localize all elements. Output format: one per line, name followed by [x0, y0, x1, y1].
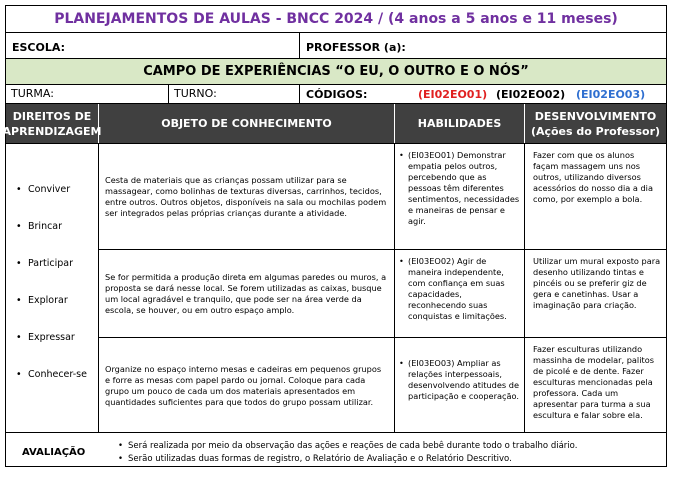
- direitos-column: [6, 144, 99, 432]
- school-field: ESCOLA:: [6, 33, 300, 58]
- table-body: [6, 144, 666, 433]
- habilidade-cell: • (EI03EO02) Agir de maneira independente, com confiança em suas capacidades, reconhecendo suas conquistas e limitações.: [395, 250, 525, 337]
- table-header: [2, 104, 666, 144]
- desenvolvimento-cell: Utilizar um mural exposto para desenho utilizando tintas e pincéis ou se preferir giz de gera e canetinhas. Usar a imaginação para criação.: [533, 256, 661, 310]
- teacher-field: PROFESSOR (a):: [306, 41, 406, 54]
- code-2: (EI02EO02): [496, 88, 566, 101]
- evaluation-item: • Serão utilizadas duas formas de registro, o Relatório de Avaliação e o Relatório Descritivo.: [118, 454, 512, 464]
- codes-field: [300, 85, 666, 103]
- evaluation-list: [118, 441, 577, 467]
- desenvolvimento-cell: Fazer com que os alunos façam massagem uns nos outros, utilizando diversos acessórios do nosso dia a dia como, por exemplo a bola.: [533, 150, 653, 204]
- direito-item: • Participar: [16, 258, 74, 269]
- class-row: [6, 85, 666, 104]
- document-title: PLANEJAMENTOS DE AULAS - BNCC 2024 / (4 anos a 5 anos e 11 meses): [6, 6, 666, 33]
- code-3: (EI02EO03): [576, 88, 646, 101]
- habilidade-cell: • (EI03EO03) Ampliar as relações interpessoais, desenvolvendo atitudes de participação e cooperação.: [395, 338, 525, 433]
- evaluation-label: AVALIAÇÃO: [22, 447, 86, 458]
- table-row: [99, 144, 666, 250]
- table-row: [99, 250, 666, 338]
- shift-field: TURNO:: [169, 85, 300, 103]
- school-row: [6, 33, 666, 59]
- table-row: [99, 338, 666, 433]
- class-field: TURMA:: [6, 85, 169, 103]
- evaluation-item: • Será realizada por meio da observação das ações e reações de cada bebê durante todo o trabalho diário.: [118, 441, 578, 451]
- direito-item: • Brincar: [16, 221, 63, 232]
- objeto-cell: Cesta de materiais que as crianças possam utilizar para se massagear, como bolinhas de texturas diversas, carrinhos, tecidos, entre outros. Outros objetos, disponíveis na sala ou mochilas podem ser integrados pelas próprias crianças durante a atividade.: [99, 144, 395, 249]
- code-1: (EI02EO01): [418, 88, 488, 101]
- evaluation-section: [6, 433, 666, 466]
- direito-item: • Conhecer-se: [16, 369, 87, 380]
- experience-field-title: CAMPO DE EXPERIÊNCIAS “O EU, O OUTRO E O NÓS”: [6, 59, 666, 85]
- codes-label: CÓDIGOS:: [306, 88, 368, 101]
- direito-item: • Explorar: [16, 295, 68, 306]
- direitos-list: [16, 184, 87, 406]
- desenvolvimento-cell: Fazer esculturas utilizando massinha de modelar, palitos de picolé e de dente. Fazer esculturas mencionadas pela professora. Cada um apresentar para turma a sua escultura e falar sobre ela.: [533, 344, 654, 420]
- direito-item: • Conviver: [16, 184, 71, 195]
- direito-item: • Expressar: [16, 332, 75, 343]
- header-direitos: DIREITOS DE APRENDIZAGEM: [6, 104, 99, 143]
- lesson-plan-document: [2, 5, 667, 467]
- header-objeto: OBJETO DE CONHECIMENTO: [99, 104, 395, 143]
- habilidade-cell: • (EI03EO01) Demonstrar empatia pelos outros, percebendo que as pessoas têm diferentes sentimentos, necessidades e maneiras de pensar e agir.: [395, 144, 525, 249]
- header-habilidades: HABILIDADES: [395, 104, 525, 143]
- objeto-cell: Se for permitida a produção direta em algumas paredes ou muros, a proposta se dará nesse local. Se forem utilizadas as caixas, busque um local agradável e tranquilo, que pode ser na área verde da escola, se houver, ou em outro espaço amplo.: [99, 250, 395, 337]
- objeto-cell: Organize no espaço interno mesas e cadeiras em pequenos grupos e forre as mesas com papel pardo ou jornal. Coloque para cada grupo um pouco de cada um dos materiais apresentados em quantidades suficientes para que todos do grupo possam utilizar.: [99, 338, 395, 433]
- header-desenvolvimento: DESENVOLVIMENTO (Ações do Professor): [530, 109, 661, 138]
